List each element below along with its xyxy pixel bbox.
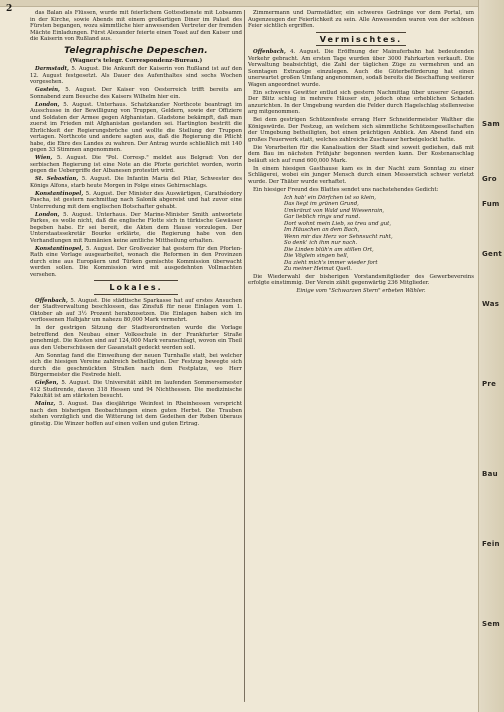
- poem-line: So denk' ich ihm nur nach.: [284, 240, 358, 246]
- dateline: Konstantinopel,: [35, 190, 86, 197]
- misc-heading: Vermischtes.: [319, 34, 403, 44]
- dateline: London,: [35, 101, 64, 108]
- article-text: Ein schweres Gewitter entlud sich gestern Nachmittag über unserer Gegend. Der Blitz schlug in mehrere Häuser ein, jedoch ohne erheblichen Schaden anzurichten. In der Umgebung wurden die Felder durch Hagelschlag stellenweise arg mitgenommen.: [248, 89, 474, 115]
- article-text: Die Vorarbeiten für die Kanalisation der Stadt sind soweit gediehen, daß mit dem Bau im nächsten Frühjahr begonnen werden kann. Der Kostenanschlag beläuft sich auf rund 600,000 Mark.: [248, 144, 474, 164]
- dateline: Gießen,: [35, 380, 62, 386]
- article-text: 5. August. Der Großvezier hat gestern für den Pforten-Rath eine Vorlage ausgearbeitet, wonach die Reformen in den Provinzen durch eine aus Europäern und Türken gemischte Kommission überwacht werden sollen. Die Kommission wird mit ausgedehnten Vollmachten versehen.: [30, 245, 242, 278]
- poem-line: Gar lieblich rings und rund.: [284, 214, 361, 220]
- poem-line: Die Vöglein singen hell,: [284, 253, 349, 259]
- left-intro: [30, 10, 242, 43]
- dispatch-list: [30, 66, 242, 278]
- dateline: Gastein,: [35, 87, 66, 93]
- bottom-fade: [30, 700, 474, 712]
- local-heading: Lokales.: [109, 283, 163, 292]
- misc-news-item: [248, 145, 474, 165]
- article-text: 5. August. Der Kaiser von Oesterreich trifft bereits am Sonnabend zum Besuche des Kaisers Wilhelm hier ein.: [30, 87, 242, 100]
- article-text: 5. August. Das diesjährige Weinfest in Rheinhessen verspricht nach den bisherigen Beobachtungen einen guten Herbst. Die Trauben stehen vorzüglich und die Witterung ist dem Gedeihen der Reben überaus günstig. Die Winzer hoffen auf einen vollen und guten Ertrag.: [30, 401, 242, 427]
- poem-line: Wenn mir das Herz vor Sehnsucht ruht,: [284, 233, 393, 240]
- poem-line: Umkränzt von Wald und Wiesenrain,: [284, 207, 385, 214]
- local-news-item: [30, 325, 242, 351]
- edge-word: Gro: [482, 175, 497, 183]
- section-divider: [94, 294, 179, 295]
- article-text: 5. August. Der Minister des Auswärtigen, Carathéodory Pascha, ist gestern nachmittag nach Salonik abgereist und hat zuvor eine Unterredung mit dem englischen Botschafter gehabt.: [30, 190, 242, 210]
- dispatch-item: [30, 66, 242, 86]
- dispatch-item: [30, 87, 242, 100]
- local-news-item: [30, 353, 242, 379]
- edge-word: Pre: [482, 380, 497, 388]
- right-intro: [248, 10, 474, 30]
- column-rule: [244, 10, 245, 702]
- article-text: Bei dem gestrigen Schützenfeste errang Herr Schneidermeister Walther die Königswürde. Der Festzug, an welchem sich sämmtliche Schützengesellschaften der Umgebung betheiligten, bot einen prächtigen Anblick. Am Abend fand ein großes Feuerwerk statt, welches zahlreiche Zuschauer herbeigelockt hatte.: [248, 117, 474, 143]
- article-text: 5. August. Die Universität zählt im laufenden Sommersemester 412 Studirende, davon 318 Hessen und 94 Nichthessen. Die medizinische Fakultät ist am stärksten besucht.: [30, 380, 242, 399]
- top-band: [0, 0, 504, 7]
- dateline: Offenbach,: [253, 49, 291, 55]
- dispatch-item: [30, 246, 242, 279]
- local-news-item: [30, 380, 242, 400]
- dateline: Mainz,: [35, 401, 60, 407]
- poem-line: Im Häuschen an dem Bach,: [284, 227, 360, 233]
- section-divider: [94, 280, 179, 281]
- article-text: 5. August. Die Ankunft der Kaiserin von Rußland ist auf den 12. August festgesetzt. Als Dauer des Aufenthaltes sind sechs Wochen vorgesehen.: [30, 66, 242, 85]
- dispatch-item: [30, 155, 242, 175]
- article-paragraph: Die Wiederwahl der bisherigen Vorstandsmitglieder des Gewerbevereins erfolgte einstimmig. Der Verein zählt gegenwärtig 236 Mitglieder.: [248, 273, 474, 286]
- signature: Einige vom "Schwarzen Stern" erbeten Wähler.: [296, 288, 426, 294]
- article-text: 5. August. Die städtische Sparkasse hat auf erstes Ansuchen der Stadtverwaltung beschlossen, das Zinsfuß für neue Einlagen vom 1. Oktober ab auf 3½ Prozent herabzusetzen. Die Einlagen haben sich im verflossenen Halbjahr um nahezu 80,000 Mark vermehrt.: [30, 297, 242, 323]
- article-text: 4. August. Die Eröffnung der Mainuferbahn hat bedeutenden Verkehr gebracht. Am ersten Tage wurden über 3000 Fahrkarten verkauft. Die Verwaltung beabsichtigt, die Zahl der täglichen Züge zu vermehren und an Sonntagen Extrazüge einzulegen. Auch die Güterbeförderung hat einen unerwartet großen Umfang angenommen, sodaß bereits die Beschaffung weiterer Wagen angeordnet wurde.: [248, 49, 474, 88]
- article-paragraph: Zimmermann und Darmstädter, ein schweres Gedränge vor dem Portal, um Augenzeugen der Feierlichkeit zu sein. Alle Anwesenden waren von der schönen Feier sichtlich ergriffen.: [248, 10, 474, 29]
- poem-line: Ich hab' ein Dörfchen ist so klein,: [284, 194, 376, 201]
- edge-word: Bau: [482, 470, 498, 478]
- dateline: Offenbach,: [35, 297, 71, 304]
- left-column: [30, 10, 242, 706]
- edge-word: Was: [482, 300, 500, 308]
- adjacent-page-edge: [478, 0, 504, 712]
- page-number: 2: [6, 4, 13, 14]
- misc-news-item: [248, 49, 474, 88]
- dispatch-item: [30, 176, 242, 189]
- poem: [284, 195, 474, 273]
- dispatch-item: [30, 191, 242, 211]
- dispatch-item: [30, 212, 242, 245]
- edge-word: Fein: [482, 540, 500, 548]
- poem-line: Das liegt im grünen Grund,: [284, 201, 359, 207]
- poem-line: Dort wohnt mein Lieb, so treu und gut,: [284, 220, 392, 227]
- poem-line: Die Linden blüh'n am stillen Ort,: [284, 246, 374, 253]
- local-news-item: [30, 401, 242, 427]
- telegraph-heading: Telegraphische Depeschen.: [64, 45, 208, 56]
- misc-news-list: [248, 49, 474, 185]
- dateline: Wien,: [35, 155, 57, 161]
- edge-word: Gent: [482, 250, 503, 258]
- poem-intro: Ein hiesiger Freund des Blattes sendet uns nachstehendes Gedicht:: [253, 186, 439, 193]
- article-text: 5. August. Die "Pol. Corresp." meldet aus Belgrad: Von der serbischen Regierung ist eine Note an die Pforte gerichtet worden, worin gegen die Uebergriffe der Albanesen protestirt wird.: [30, 155, 242, 174]
- right-column: [248, 10, 474, 706]
- dateline: Darmstadt,: [35, 66, 72, 72]
- edge-word: Fum: [482, 200, 500, 208]
- dateline: London,: [35, 211, 64, 218]
- dateline: Konstantinopel,: [35, 245, 86, 252]
- local-news-item: [30, 298, 242, 324]
- article-text: 5. August. Unterhaus. Schatzkanzler Northcote beantragt im Ausschusse in der Bewilligung von Truppen, Geldern, sowie der Offiziere und Soldaten der Armee gegen Afghanistan. Gladstone bekämpft, daß man zuerst im Frieden mit Afghanistan gestanden sei. Hartington bestritt die Ehrlichkeit der Regierungsbrüche und wollte die Stellung der Truppen vertagen. Northcote und andere sagten aus, daß die Regierung die Pflicht habe, die Ehre des Landes zu wahren. Der Antrag wurde schließlich mit 140 gegen 33 Stimmen angenommen.: [30, 101, 242, 153]
- dateline: St. Sebastian,: [35, 176, 82, 182]
- closing-text: [248, 274, 474, 287]
- article-paragraph: das Balan als Flüssen, wurde mit feierlichem Gottesdienste mit Lobsamm in der Kirche, sowie Abends mit einem großartigen Diner im Palast des Fürsten begangen, wozu sämmtliche hier anwesenden Vertreter der fremden Mächte Einladungen. Fürst Alexander feierte einen Toast auf den Kaiser und die Kaiserin von Rußland aus.: [30, 10, 242, 42]
- poem-line: Da zieht mich's immer wieder fort: [284, 259, 378, 266]
- edge-word: Sem: [482, 620, 500, 628]
- poem-line: Zu meiner Heimat Quell.: [284, 266, 352, 272]
- edge-word: Sam: [482, 120, 500, 128]
- article-text: Am Sonntag fand die Einweihung der neuen Turnhalle statt, bei welcher sich die hiesigen Vereine zahlreich betheiligten. Der Festzug bewegte sich durch die geschmückten Straßen nach dem Festplatze, wo Herr Bürgermeister die Festrede hielt.: [30, 352, 242, 378]
- misc-news-item: [248, 117, 474, 143]
- article-text: 5. August. Die Infantin Maria del Pilar, Schwester des Königs Alfons, starb heute Morgen in Folge eines Gehirnschlags.: [30, 176, 242, 189]
- article-text: In einem hiesigen Gasthause kam es in der Nacht zum Sonntag zu einer Schlägerei, wobei ein junger Mensch durch einen Messerstich schwer verletzt wurde. Der Thäter wurde verhaftet.: [248, 165, 474, 185]
- misc-news-item: [248, 166, 474, 186]
- article-text: 5. August. Unterhaus. Der Marine-Minister Smith antwortete Parkes, es wolle nicht, daß die englische Flotte sich in türkische Gewässer begeben habe. Er sei bereit, die Akten dem Hause vorzulegen. Der Unterstaatssekretär Bourke erklärte, die Regierung habe von den Verhandlungen mit Rumänien keine amtliche Mittheilung erhalten.: [30, 211, 242, 244]
- section-divider: [316, 45, 406, 46]
- local-news-list: [30, 298, 242, 428]
- telegraph-subheading: (Wagner's telegr. Correspondenz-Bureau.): [69, 57, 203, 64]
- misc-news-item: [248, 90, 474, 116]
- article-text: In der gestrigen Sitzung der Stadtverordneten wurde die Vorlage betreffend den Neubau einer Volksschule in der Frankfurter Straße genehmigt. Die Kosten sind auf 124,000 Mark veranschlagt, wovon ein Theil aus den Ueberschüssen der Gasanstalt gedeckt werden soll.: [30, 325, 242, 351]
- dispatch-item: [30, 102, 242, 154]
- section-divider: [316, 32, 406, 33]
